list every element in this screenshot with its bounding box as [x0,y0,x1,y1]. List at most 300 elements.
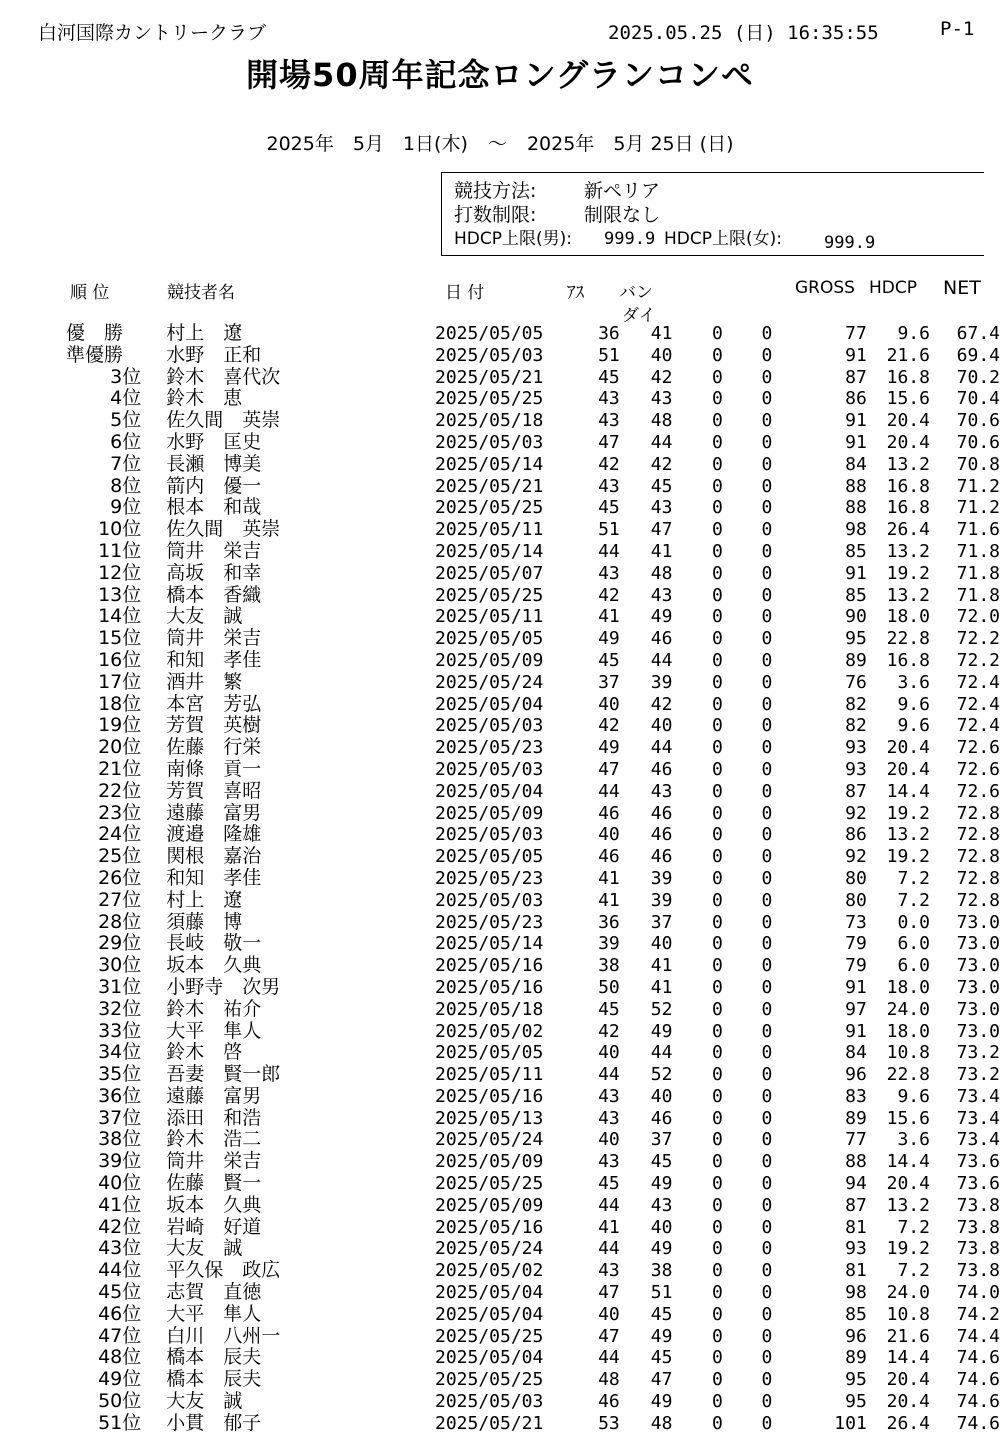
player-name-cell: 岩崎 好道 [166,1215,262,1238]
extra1-cell: 0 [712,431,723,453]
period-separator: ～ [487,133,507,155]
extra1-cell: 0 [712,562,723,584]
player-name-cell: 佐藤 賢一 [166,1172,262,1195]
table-row [66,933,1000,955]
rank-cell: 4位 [110,387,142,410]
hdcp-cell: 13.2 [886,824,930,846]
rank-cell: 23位 [98,801,142,824]
in-score-cell: 41 [650,540,673,562]
date-cell: 2025/05/21 [434,366,544,388]
rank-cell: 19位 [98,714,142,737]
date-cell: 2025/05/05 [434,1042,544,1064]
net-cell: 73.4 [956,1129,1000,1151]
rank-cell: 20位 [98,736,142,759]
out-score-cell: 46 [598,802,620,824]
in-score-cell: 49 [650,1238,673,1260]
in-score-cell: 37 [650,911,673,933]
net-cell: 72.8 [956,846,1000,868]
net-cell: 72.6 [956,737,1000,759]
table-row [66,541,1000,563]
hdcp-cell: 9.6 [897,323,930,344]
out-score-cell: 50 [598,976,620,998]
net-cell: 73.0 [956,911,1000,933]
extra2-cell: 0 [761,867,773,889]
table-row [66,781,1000,803]
out-score-cell: 44 [598,540,620,562]
rank-cell: 48位 [98,1346,142,1369]
extra1-cell: 0 [712,1216,723,1238]
table-row [66,650,1000,672]
in-score-cell: 47 [650,1369,673,1391]
extra1-cell: 0 [712,1391,723,1413]
gross-cell: 88 [845,497,867,519]
date-cell: 2025/05/03 [434,431,544,453]
table-row [66,1217,1000,1239]
extra1-cell: 0 [712,497,723,519]
player-name-cell: 根本 和哉 [166,496,262,519]
hdcp-cell: 3.6 [897,1129,930,1151]
extra2-cell: 0 [761,1020,773,1042]
net-cell: 71.8 [956,584,1000,606]
rank-cell: 24位 [98,823,142,846]
extra2-cell: 0 [761,344,773,366]
date-cell: 2025/05/25 [434,584,544,606]
date-cell: 2025/05/25 [434,497,544,519]
extra2-cell: 0 [761,1107,773,1129]
extra2-cell: 0 [761,1303,773,1325]
extra2-cell: 0 [761,1412,773,1434]
extra1-cell: 0 [712,846,723,868]
in-score-cell: 52 [650,1064,673,1086]
in-score-cell: 45 [650,1303,673,1325]
rank-cell: 9位 [110,496,142,519]
date-cell: 2025/05/02 [434,1260,544,1282]
net-cell: 71.2 [956,475,1000,497]
in-score-cell: 40 [650,1216,673,1238]
hdcp-cell: 15.6 [886,388,930,410]
date-cell: 2025/05/09 [434,649,544,671]
hdcp-cell: 19.2 [886,846,930,868]
gross-cell: 86 [845,388,867,410]
hdcp-cell: 20.4 [886,1173,930,1195]
player-name-cell: 佐久間 英崇 [166,409,281,432]
extra1-cell: 0 [712,1282,723,1304]
rank-cell: 5位 [110,409,142,432]
extra2-cell: 0 [761,562,773,584]
net-cell: 73.2 [956,1042,1000,1064]
player-name-cell: 添田 和浩 [166,1106,262,1129]
out-score-cell: 42 [598,715,620,737]
player-name-cell: 小貫 郁子 [166,1411,262,1434]
date-cell: 2025/05/25 [434,1173,544,1195]
date-cell: 2025/05/24 [434,671,544,693]
rank-cell: 6位 [110,430,142,453]
player-name-cell: 坂本 久典 [166,954,262,977]
extra1-cell: 0 [712,867,723,889]
in-score-cell: 46 [650,802,673,824]
net-cell: 72.4 [956,671,1000,693]
table-row [66,1042,1000,1064]
date-cell: 2025/05/24 [434,1238,544,1260]
extra1-cell: 0 [712,1020,723,1042]
out-score-cell: 47 [598,1282,620,1304]
net-cell: 73.0 [956,933,1000,955]
out-score-cell: 40 [598,1303,620,1325]
table-row [66,628,1000,650]
period-end: 2025年 5月 25日 (日) [526,133,734,155]
rank-cell: 46位 [98,1302,142,1325]
extra1-cell: 0 [712,998,723,1020]
out-score-cell: 42 [598,453,620,475]
table-row [66,519,1000,541]
net-cell: 70.4 [956,388,1000,410]
net-cell: 69.4 [956,344,1000,366]
player-name-cell: 橋本 辰夫 [166,1368,262,1391]
out-score-cell: 37 [598,671,620,693]
net-cell: 70.6 [956,431,1000,453]
table-row [66,977,1000,999]
extra2-cell: 0 [761,671,773,693]
date-cell: 2025/05/11 [434,519,544,541]
date-cell: 2025/05/04 [434,1347,544,1369]
out-score-cell: 43 [598,1107,620,1129]
in-score-cell: 43 [650,1194,673,1216]
out-score-cell: 43 [598,1260,620,1282]
out-score-cell: 45 [598,1173,620,1195]
net-cell: 71.8 [956,562,1000,584]
net-cell: 73.0 [956,955,1000,977]
extra2-cell: 0 [761,1194,773,1216]
date-cell: 2025/05/16 [434,1216,544,1238]
extra2-cell: 0 [761,606,773,628]
player-name-cell: 坂本 久典 [166,1193,262,1216]
gross-cell: 95 [845,1391,867,1413]
in-score-cell: 45 [650,1347,673,1369]
in-score-cell: 40 [650,715,673,737]
gross-cell: 98 [845,519,867,541]
out-score-cell: 48 [598,1369,620,1391]
in-score-cell: 38 [650,1260,673,1282]
gross-cell: 84 [845,1042,867,1064]
extra2-cell: 0 [761,1173,773,1195]
player-name-cell: 鈴木 祐介 [166,997,262,1020]
rank-cell: 13位 [98,583,142,606]
extra1-cell: 0 [712,1151,723,1173]
rank-cell: 39位 [98,1150,142,1173]
table-row [66,846,1000,868]
hdcp-cell: 13.2 [886,1194,930,1216]
gross-cell: 93 [845,1238,867,1260]
hdcp-cell: 14.4 [886,780,930,802]
hdcp-cell: 21.6 [886,344,930,366]
extra2-cell: 0 [761,998,773,1020]
date-cell: 2025/05/04 [434,780,544,802]
in-score-cell: 49 [650,606,673,628]
col-header-in-line1: バン [619,283,653,303]
date-cell: 2025/05/18 [434,410,544,432]
gross-cell: 89 [845,1347,867,1369]
player-name-cell: 長岐 敬一 [166,932,262,955]
out-score-cell: 43 [598,475,620,497]
out-score-cell: 41 [598,867,620,889]
date-cell: 2025/05/14 [434,453,544,475]
gross-cell: 81 [845,1260,867,1282]
rank-cell: 36位 [98,1084,142,1107]
hdcp-cell: 7.2 [897,1260,930,1282]
in-score-cell: 46 [650,846,673,868]
in-score-cell: 41 [650,955,673,977]
gross-cell: 77 [845,323,867,344]
rank-cell: 27位 [98,888,142,911]
out-score-cell: 47 [598,1325,620,1347]
hdcp-cell: 14.4 [886,1151,930,1173]
extra1-cell: 0 [712,1064,723,1086]
table-row [66,715,1000,737]
out-score-cell: 44 [598,1238,620,1260]
player-name-cell: 村上 遼 [166,888,243,911]
extra1-cell: 0 [712,671,723,693]
extra1-cell: 0 [712,693,723,715]
extra1-cell: 0 [712,453,723,475]
hdcp-cell: 22.8 [886,1064,930,1086]
out-score-cell: 47 [598,431,620,453]
player-name-cell: 関根 嘉治 [166,845,262,868]
hdcp-cell: 16.8 [886,366,930,388]
hdcp-cell: 19.2 [886,562,930,584]
net-cell: 71.6 [956,519,1000,541]
extra1-cell: 0 [712,1369,723,1391]
net-cell: 73.8 [956,1260,1000,1282]
date-cell: 2025/05/05 [434,323,544,344]
net-cell: 73.0 [956,998,1000,1020]
competition-period [0,129,1000,156]
in-score-cell: 52 [650,998,673,1020]
in-score-cell: 45 [650,1151,673,1173]
date-cell: 2025/05/11 [434,606,544,628]
gross-cell: 90 [845,606,867,628]
table-row [66,1413,1000,1435]
player-name-cell: 筒井 栄吉 [166,1150,262,1173]
net-cell: 74.4 [956,1325,1000,1347]
out-score-cell: 41 [598,1216,620,1238]
gross-cell: 87 [845,366,867,388]
player-name-cell: 南條 貢一 [166,757,262,780]
gross-cell: 87 [845,780,867,802]
player-name-cell: 芳賀 喜昭 [166,779,262,802]
player-name-cell: 鈴木 恵 [166,387,243,410]
in-score-cell: 44 [650,649,673,671]
date-cell: 2025/05/25 [434,388,544,410]
table-row [66,1064,1000,1086]
print-timestamp: 2025.05.25 (日) 16:35:55 [608,22,879,44]
player-name-cell: 鈴木 啓 [166,1041,243,1064]
gross-cell: 91 [845,562,867,584]
player-name-cell: 渡邉 隆雄 [166,823,262,846]
out-score-cell: 36 [598,323,620,344]
date-cell: 2025/05/11 [434,1064,544,1086]
gross-cell: 95 [845,628,867,650]
gross-cell: 96 [845,1325,867,1347]
hdcp-cell: 16.8 [886,475,930,497]
extra1-cell: 0 [712,1325,723,1347]
player-name-cell: 筒井 栄吉 [166,627,262,650]
net-cell: 71.2 [956,497,1000,519]
extra1-cell: 0 [712,1238,723,1260]
rank-cell: 29位 [98,932,142,955]
extra1-cell: 0 [712,519,723,541]
net-cell: 70.8 [956,453,1000,475]
rank-cell: 49位 [98,1368,142,1391]
in-score-cell: 42 [650,366,673,388]
table-row [66,410,1000,432]
hdcp-cell: 10.8 [886,1303,930,1325]
out-score-cell: 42 [598,584,620,606]
extra2-cell: 0 [761,802,773,824]
gross-cell: 80 [845,889,867,911]
hdcp-cell: 15.6 [886,1107,930,1129]
col-header-date: 日 付 [445,283,485,303]
extra2-cell: 0 [761,366,773,388]
hdcp-cell: 26.4 [886,519,930,541]
hdcp-cell: 7.2 [897,1216,930,1238]
out-score-cell: 36 [598,911,620,933]
in-score-cell: 46 [650,758,673,780]
gross-cell: 77 [845,1129,867,1151]
net-cell: 72.8 [956,802,1000,824]
gross-cell: 85 [845,540,867,562]
rank-cell: 25位 [98,845,142,868]
extra1-cell: 0 [712,475,723,497]
date-cell: 2025/05/05 [434,628,544,650]
date-cell: 2025/05/04 [434,1282,544,1304]
out-score-cell: 40 [598,1042,620,1064]
out-score-cell: 43 [598,1151,620,1173]
net-cell: 72.0 [956,606,1000,628]
out-score-cell: 47 [598,758,620,780]
extra1-cell: 0 [712,1194,723,1216]
in-score-cell: 44 [650,431,673,453]
date-cell: 2025/05/16 [434,976,544,998]
net-cell: 74.2 [956,1303,1000,1325]
in-score-cell: 47 [650,519,673,541]
extra2-cell: 0 [761,388,773,410]
rank-cell: 47位 [98,1324,142,1347]
gross-cell: 87 [845,1194,867,1216]
extra2-cell: 0 [761,1216,773,1238]
in-score-cell: 48 [650,410,673,432]
extra2-cell: 0 [761,1064,773,1086]
table-row [66,345,1000,367]
hdcp-cell: 9.6 [897,715,930,737]
net-cell: 73.8 [956,1238,1000,1260]
extra2-cell: 0 [761,1347,773,1369]
extra1-cell: 0 [712,366,723,388]
table-row [66,737,1000,759]
hdcp-cell: 10.8 [886,1042,930,1064]
col-header-in-line2: ダイ [622,306,656,326]
table-row [66,1347,1000,1369]
extra2-cell: 0 [761,323,773,344]
hdcp-cell: 26.4 [886,1412,930,1434]
rank-cell: 30位 [98,954,142,977]
player-name-cell: 大友 誠 [166,1237,243,1260]
extra2-cell: 0 [761,955,773,977]
extra1-cell: 0 [712,606,723,628]
hdcp-cell: 18.0 [886,606,930,628]
extra2-cell: 0 [761,584,773,606]
out-score-cell: 45 [598,649,620,671]
extra2-cell: 0 [761,475,773,497]
in-score-cell: 46 [650,824,673,846]
in-score-cell: 45 [650,475,673,497]
date-cell: 2025/05/03 [434,715,544,737]
extra1-cell: 0 [712,976,723,998]
rank-cell: 45位 [98,1281,142,1304]
player-name-cell: 箭内 優一 [166,474,262,497]
gross-cell: 84 [845,453,867,475]
table-row [66,955,1000,977]
page-number: P-1 [940,18,975,40]
rank-cell: 22位 [98,779,142,802]
gross-cell: 86 [845,824,867,846]
in-score-cell: 46 [650,628,673,650]
gross-cell: 91 [845,344,867,366]
net-cell: 74.6 [956,1391,1000,1413]
rank-cell: 優 勝 [66,322,124,344]
hdcp-cell: 20.4 [886,758,930,780]
extra1-cell: 0 [712,410,723,432]
extra1-cell: 0 [712,1412,723,1434]
extra2-cell: 0 [761,824,773,846]
table-row [66,1304,1000,1326]
net-cell: 73.0 [956,1020,1000,1042]
gross-cell: 88 [845,1151,867,1173]
extra1-cell: 0 [712,1303,723,1325]
table-row [66,1151,1000,1173]
table-row [66,367,1000,389]
in-score-cell: 48 [650,1412,673,1434]
rank-cell: 41位 [98,1193,142,1216]
extra2-cell: 0 [761,540,773,562]
table-row [66,585,1000,607]
player-name-cell: 村上 遼 [166,322,243,344]
table-row [66,1195,1000,1217]
extra1-cell: 0 [712,1260,723,1282]
date-cell: 2025/05/23 [434,737,544,759]
date-cell: 2025/05/03 [434,758,544,780]
rank-cell: 8位 [110,474,142,497]
player-name-cell: 和知 孝佳 [166,866,262,889]
extra2-cell: 0 [761,1282,773,1304]
gross-cell: 91 [845,1020,867,1042]
hdcp-male-value: 999.9 [604,229,656,249]
extra2-cell: 0 [761,431,773,453]
table-row [66,497,1000,519]
in-score-cell: 43 [650,584,673,606]
gross-cell: 80 [845,867,867,889]
extra2-cell: 0 [761,1151,773,1173]
hdcp-cell: 24.0 [886,1282,930,1304]
out-score-cell: 40 [598,693,620,715]
table-row [66,694,1000,716]
in-score-cell: 48 [650,562,673,584]
extra2-cell: 0 [761,889,773,911]
player-name-cell: 酒井 繁 [166,670,243,693]
extra2-cell: 0 [761,453,773,475]
net-cell: 70.2 [956,366,1000,388]
out-score-cell: 49 [598,628,620,650]
extra2-cell: 0 [761,1325,773,1347]
